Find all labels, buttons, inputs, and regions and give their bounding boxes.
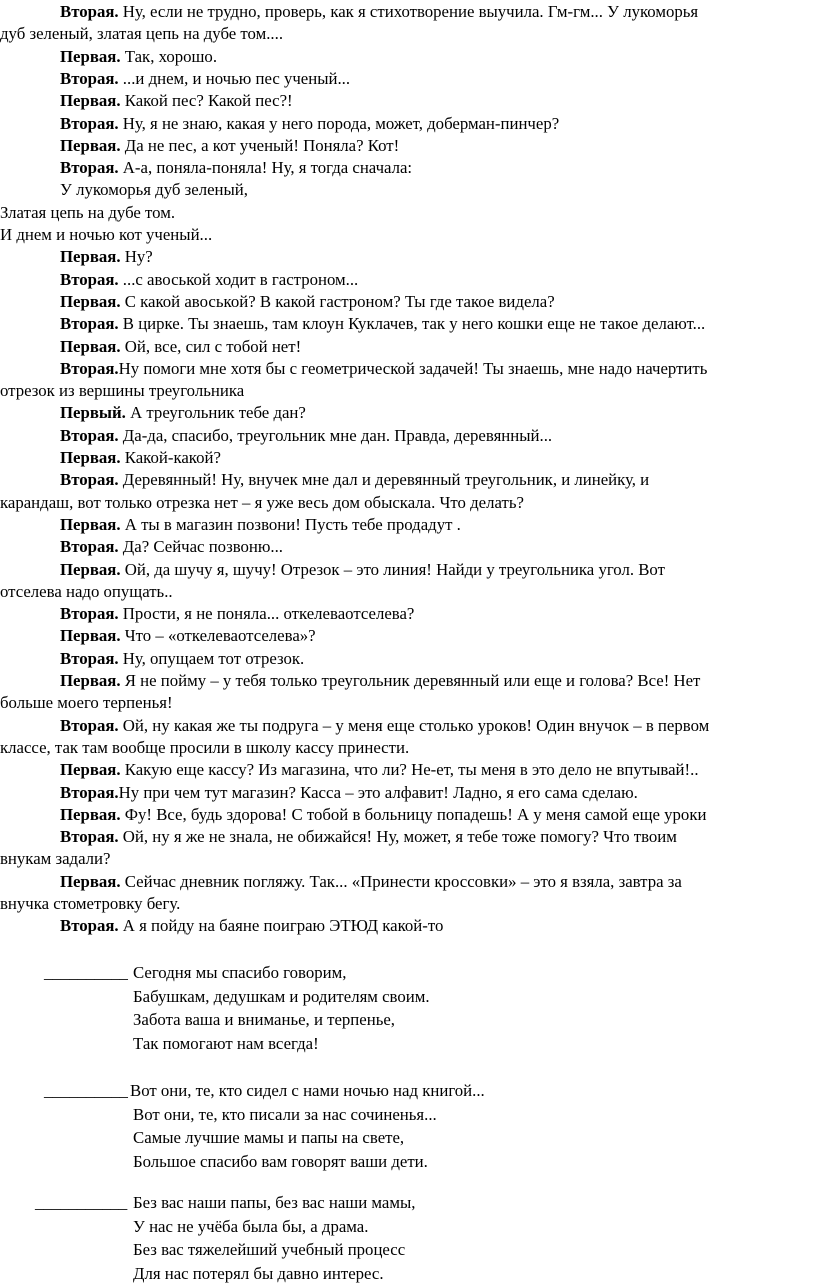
speaker-label: Первая. [60, 291, 121, 311]
dialogue-line [60, 804, 706, 826]
speaker-label: Вторая. [60, 113, 119, 133]
stanza-line [133, 986, 430, 1008]
stanza-line [133, 1263, 384, 1285]
dialogue-line [60, 135, 399, 157]
dialogue-text: А треугольник тебе дан? [125, 403, 306, 423]
dialogue-line [0, 893, 180, 915]
stanza-text: Без вас тяжелейший учебный процесс [133, 1240, 406, 1259]
dialogue-text: Сейчас дневник погляжу. Так... «Принести кроссовки» – это я взяла, завтра за [120, 871, 682, 891]
dialogue-line [60, 536, 283, 558]
dialogue-text: карандаш, вот только отрезка нет – я уже весь дом обыскала. Что делать? [0, 492, 524, 512]
dialogue-text: Да-да, спасибо, треугольник мне дан. Правда, деревянный... [118, 425, 553, 445]
blank-underline: __________ [44, 963, 128, 982]
dialogue-text: Ну при чем тут магазин? Касса – это алфавит! Ладно, я его сама сделаю. [118, 782, 638, 802]
speaker-blank [44, 1080, 128, 1102]
stanza-text: Забота ваша и вниманье, и терпенье, [133, 1010, 396, 1029]
dialogue-line [0, 581, 173, 603]
dialogue-text: Прости, я не поняла... откелеваотселева? [118, 604, 415, 624]
dialogue-text: Ну, я не знаю, какая у него порода, может, доберман-пинчер? [118, 113, 560, 133]
speaker-label: Вторая. [60, 2, 119, 21]
speaker-label: Первая. [60, 760, 121, 780]
speaker-label: Вторая. [60, 314, 119, 334]
dialogue-line [60, 246, 153, 268]
blank-underline: ___________ [35, 1193, 128, 1212]
speaker-label: Первая. [60, 135, 121, 155]
dialogue-line [0, 848, 110, 870]
dialogue-line [60, 291, 555, 313]
speaker-label: Вторая. [60, 358, 119, 378]
dialogue-text: Ой, ну какая же ты подруга – у меня еще столько уроков! Один внучок – в первом [118, 715, 710, 735]
speaker-label: Первая. [60, 626, 121, 646]
dialogue-text: Ну помоги мне хотя бы с геометрической задачей! Ты знаешь, мне надо начертить [118, 358, 708, 378]
dialogue-line [60, 871, 682, 893]
dialogue-text: Ну, если не трудно, проверь, как я стихотворение выучила. Гм-гм... У лукоморья [118, 2, 699, 21]
dialogue-text: дуб зеленый, златая цепь на дубе том.... [0, 24, 284, 44]
dialogue-text: Златая цепь на дубе том. [0, 202, 176, 222]
speaker-label: Вторая. [60, 158, 119, 178]
dialogue-line [60, 358, 707, 380]
stanza-text: Сегодня мы спасибо говорим, [133, 963, 347, 982]
dialogue-line [60, 826, 677, 848]
dialogue-line [0, 492, 524, 514]
speaker-label: Первая. [60, 671, 121, 690]
dialogue-text: классе, так там вообще просили в школу кассу принести. [0, 737, 410, 757]
dialogue-line [0, 380, 244, 402]
dialogue-line [60, 313, 705, 335]
dialogue-line [0, 692, 173, 714]
dialogue-text: Ну, опущаем тот отрезок. [118, 648, 305, 668]
speaker-label: Первая. [60, 247, 121, 267]
dialogue-text: Ой, ну я же не знала, не обижайся! Ну, может, я тебе тоже помогу? Что твоим [118, 827, 677, 847]
verse-line [0, 224, 212, 246]
dialogue-line [60, 715, 709, 737]
speaker-label: Первая. [60, 448, 121, 467]
dialogue-text: Какой-какой? [120, 448, 221, 467]
dialogue-text: Деревянный! Ну, внучек мне дал и деревянный треугольник, и линейку, и [118, 470, 650, 490]
stanza-line [133, 962, 346, 984]
stanza-line [133, 1192, 415, 1214]
stanza-line [133, 1151, 428, 1173]
dialogue-text: Какой пес? Какой пес?! [120, 91, 293, 111]
dialogue-line [60, 68, 350, 90]
speaker-label: Вторая. [60, 916, 119, 936]
dialogue-line [60, 514, 461, 536]
dialogue-text: Да? Сейчас позвоню... [118, 537, 284, 557]
stanza-line [133, 1033, 319, 1055]
stanza-text: Так помогают нам всегда! [133, 1033, 319, 1053]
speaker-label: Вторая. [60, 827, 119, 847]
dialogue-line [60, 625, 316, 647]
speaker-label: Вторая. [60, 604, 119, 624]
dialogue-text: У лукоморья дуб зеленый, [60, 180, 248, 200]
speaker-blank [44, 962, 128, 984]
blank-underline: __________ [44, 1081, 128, 1100]
dialogue-text: отселева надо опущать.. [0, 581, 173, 601]
dialogue-text: А-а, поняла-поняла! Ну, я тогда сначала: [118, 158, 413, 178]
speaker-label: Первый. [60, 403, 126, 423]
verse-line [60, 179, 248, 201]
stanza-text: Для нас потерял бы давно интерес. [133, 1263, 384, 1283]
dialogue-text: больше моего терпенья! [0, 693, 173, 713]
speaker-label: Первая. [60, 91, 121, 111]
dialogue-text: Что – «откелеваотселева»? [120, 626, 316, 646]
stanza-text: Без вас наши папы, без вас наши мамы, [133, 1193, 416, 1212]
speaker-label: Первая. [60, 871, 121, 891]
speaker-label: Первая. [60, 559, 121, 579]
dialogue-line [60, 402, 306, 424]
dialogue-text: А я пойду на баяне поиграю ЭТЮД какой-то [118, 916, 444, 936]
speaker-label: Вторая. [60, 782, 119, 802]
dialogue-line [60, 113, 559, 135]
dialogue-text: ...с авоськой ходит в гастроном... [118, 269, 359, 289]
dialogue-line [60, 269, 358, 291]
dialogue-line [60, 46, 217, 68]
stanza-line [133, 1216, 368, 1238]
stanza-line [130, 1080, 485, 1102]
stanza-text: Самые лучшие мамы и папы на свете, [133, 1128, 405, 1147]
dialogue-text: Ну? [120, 247, 153, 267]
dialogue-text: Фу! Все, будь здорова! С тобой в больницу попадешь! А у меня самой еще уроки [120, 804, 707, 824]
dialogue-text: Я не пойму – у тебя только треугольник деревянный или еще и голова? Все! Нет [120, 671, 701, 690]
speaker-blank [35, 1192, 127, 1214]
speaker-label: Вторая. [60, 715, 119, 735]
dialogue-line [60, 559, 665, 581]
dialogue-line [60, 915, 443, 937]
dialogue-text: отрезок из вершины треугольника [0, 381, 245, 401]
dialogue-line [60, 157, 412, 179]
speaker-label: Вторая. [60, 269, 119, 289]
dialogue-text: внукам задали? [0, 849, 111, 869]
dialogue-line [60, 90, 293, 112]
dialogue-line [60, 603, 414, 625]
speaker-label: Первая. [60, 46, 121, 66]
dialogue-text: Ой, да шучу я, шучу! Отрезок – это линия! Найди у треугольника угол. Вот [120, 559, 665, 579]
dialogue-line [60, 336, 301, 358]
speaker-label: Первая. [60, 804, 121, 824]
dialogue-text: Какую еще кассу? Из магазина, что ли? Не-ет, ты меня в это дело не впутывай!.. [120, 760, 699, 780]
stanza-line [133, 1009, 395, 1031]
dialogue-line [60, 469, 649, 491]
verse-line [0, 202, 175, 224]
dialogue-line [60, 425, 552, 447]
dialogue-line [60, 648, 304, 670]
dialogue-text: А ты в магазин позвони! Пусть тебе продадут . [120, 514, 461, 534]
dialogue-text: Так, хорошо. [120, 46, 218, 66]
dialogue-text: Ой, все, сил с тобой нет! [120, 336, 302, 356]
dialogue-text: В цирке. Ты знаешь, там клоун Куклачев, так у него кошки еще не такое делают... [118, 314, 706, 334]
dialogue-text: С какой авоськой? В какой гастроном? Ты где такое видела? [120, 291, 555, 311]
dialogue-line [0, 737, 409, 759]
stanza-text: Большое спасибо вам говорят ваши дети. [133, 1151, 428, 1171]
dialogue-line [60, 759, 699, 781]
speaker-label: Вторая. [60, 648, 119, 668]
dialogue-line [60, 670, 700, 692]
stanza-text: Бабушкам, дедушкам и родителям своим. [133, 986, 430, 1006]
dialogue-line [0, 23, 283, 45]
stanza-line [133, 1239, 405, 1261]
speaker-label: Вторая. [60, 68, 119, 88]
dialogue-line [60, 782, 638, 804]
dialogue-line [60, 447, 221, 469]
speaker-label: Вторая. [60, 425, 119, 445]
stanza-line [133, 1127, 404, 1149]
stanza-text: Вот они, те, кто писали за нас сочиненья... [133, 1104, 437, 1124]
stanza-line [133, 1104, 437, 1126]
stanza-text: Вот они, те, кто сидел с нами ночью над книгой... [130, 1081, 485, 1100]
speaker-label: Первая. [60, 514, 121, 534]
speaker-label: Первая. [60, 336, 121, 356]
dialogue-text: Да не пес, а кот ученый! Поняла? Кот! [120, 135, 400, 155]
speaker-label: Вторая. [60, 470, 119, 490]
dialogue-text: внучка стометровку бегу. [0, 894, 181, 913]
stanza-text: У нас не учёба была бы, а драма. [133, 1216, 369, 1236]
dialogue-text: И днем и ночью кот ученый... [0, 225, 213, 244]
dialogue-text: ...и днем, и ночью пес ученый... [118, 68, 351, 88]
speaker-label: Вторая. [60, 537, 119, 557]
dialogue-line [60, 1, 698, 23]
